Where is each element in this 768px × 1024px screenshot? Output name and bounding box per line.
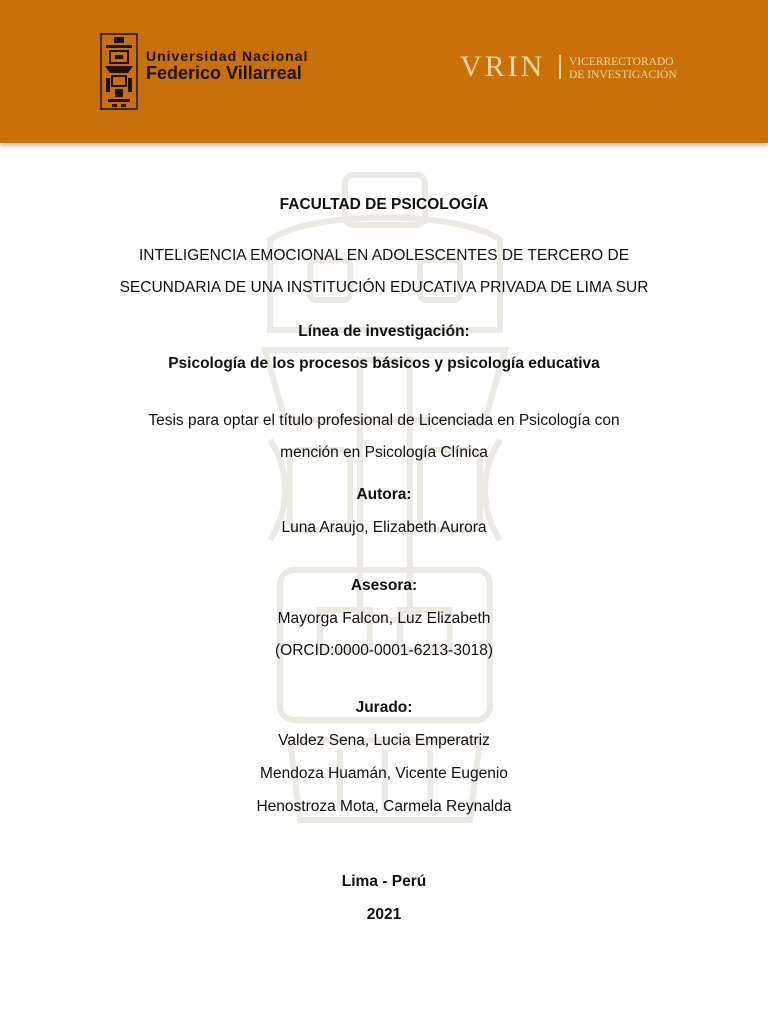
thesis-title-line2: SECUNDARIA DE UNA INSTITUCIÓN EDUCATIVA PRIVADA DE LIMA SUR xyxy=(119,279,649,296)
author-label: Autora: xyxy=(356,486,412,503)
faculty-heading: FACULTAD DE PSICOLOGÍA xyxy=(279,196,489,213)
university-name xyxy=(146,49,308,83)
thesis-title-line1: INTELIGENCIA EMOCIONAL EN ADOLESCENTES DE TERCERO DE xyxy=(138,247,630,264)
research-line-value: Psicología de los procesos básicos y psicología educativa xyxy=(168,355,600,372)
vrin-subtitle xyxy=(569,56,677,82)
advisor-orcid: (ORCID:0000-0001-6213-3018) xyxy=(275,642,493,659)
university-emblem-icon xyxy=(100,33,138,110)
advisor-label: Asesora: xyxy=(350,577,418,594)
header-band xyxy=(0,0,768,143)
university-name-line1: Universidad Nacional xyxy=(146,48,309,64)
author-name: Luna Araujo, Elizabeth Aurora xyxy=(281,519,487,536)
vrin-subtitle-line2: DE INVESTIGACIÓN xyxy=(569,69,677,81)
research-line-label: Línea de investigación: xyxy=(298,323,470,340)
jury-member: Henostroza Mota, Carmela Reynalda xyxy=(256,798,512,815)
jury-member: Valdez Sena, Lucia Emperatriz xyxy=(278,732,490,749)
vrin-divider xyxy=(559,55,561,79)
place: Lima - Perú xyxy=(341,873,427,890)
degree-statement-line2: mención en Psicología Clínica xyxy=(280,444,488,461)
advisor-name: Mayorga Falcon, Luz Elizabeth xyxy=(277,610,491,627)
jury-member: Mendoza Huamán, Vicente Eugenio xyxy=(260,765,508,782)
vrin-logo: VRIN xyxy=(460,50,546,83)
university-name-line2: Federico Villarreal xyxy=(146,63,302,83)
vrin-subtitle-line1: VICERRECTORADO xyxy=(569,56,674,68)
jury-label: Jurado: xyxy=(355,699,413,716)
year: 2021 xyxy=(366,906,402,923)
degree-statement-line1: Tesis para optar el título profesional de Licenciada en Psicología con xyxy=(148,412,620,429)
